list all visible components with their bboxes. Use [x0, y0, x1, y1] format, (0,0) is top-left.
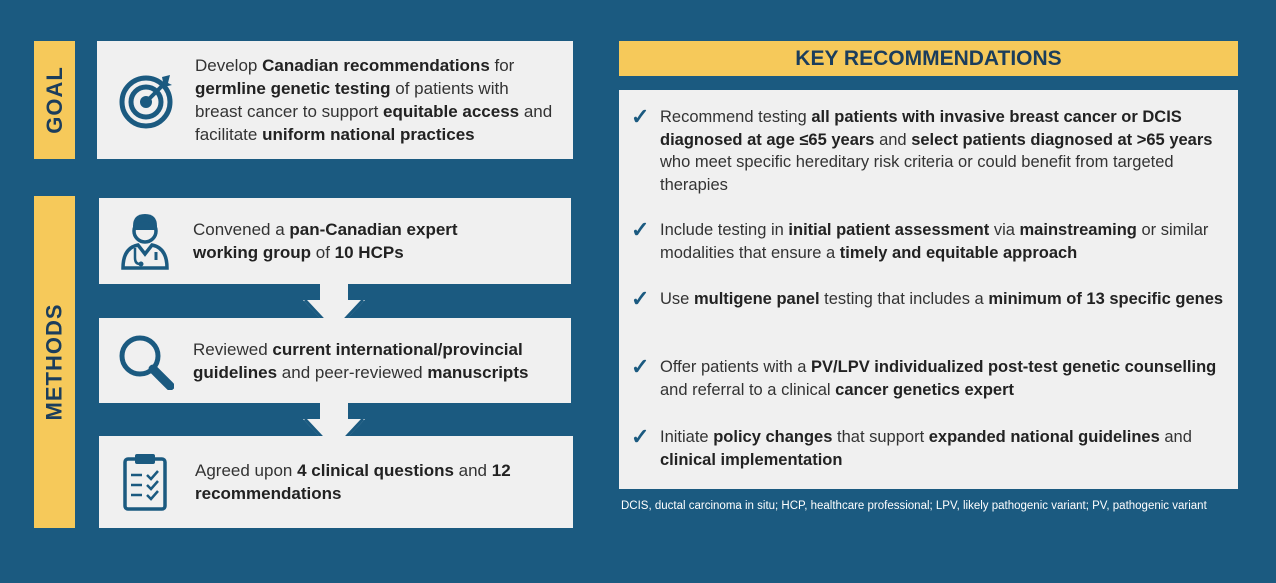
target-icon: [111, 71, 183, 129]
goal-text: Develop Canadian recommendations for germline genetic testing of patients with breast cancer to support equitable access and facilitate uniform national practices: [195, 56, 553, 144]
magnifier-icon: [109, 332, 181, 390]
recommendation-text: Use multigene panel testing that includes a minimum of 13 specific genes: [660, 290, 1224, 308]
method-step-3: [99, 436, 573, 528]
recommendation-text: Offer patients with a PV/LPV individualized post-test genetic counselling and referral to a clinical cancer genetics expert: [660, 358, 1217, 399]
check-icon: ✓: [631, 286, 650, 311]
recommendation-text: Recommend testing all patients with invasive breast cancer or DCIS diagnosed at age ≤65 years and select patients diagnosed at >65 years who meet specific hereditary risk criteria or could benefit from targeted therapies: [660, 108, 1213, 194]
method-step-2: [99, 318, 571, 403]
recommendation-text: Include testing in initial patient assessment via mainstreaming or similar modalities that ensure a timely and equitable approach: [660, 221, 1209, 262]
recommendation-text: Initiate policy changes that support expanded national guidelines and clinical implementation: [660, 428, 1192, 469]
check-icon: ✓: [631, 424, 650, 449]
clipboard-checklist-icon: [109, 453, 181, 511]
check-icon: ✓: [631, 104, 650, 129]
method-step-3-text: Agreed upon 4 clinical questions and 12 recommendations: [195, 461, 511, 503]
check-icon: ✓: [631, 354, 650, 379]
doctor-icon: [109, 212, 181, 270]
method-step-2-text: Reviewed current international/provincial guidelines and peer-reviewed manuscripts: [193, 339, 529, 382]
recommendation-item: [631, 356, 1224, 401]
goal-tab: [34, 41, 75, 159]
recommendation-item: [631, 426, 1224, 471]
key-recommendations-box: [619, 90, 1238, 489]
recommendation-item: [631, 219, 1224, 264]
methods-tab-label: METHODS: [41, 303, 67, 421]
method-step-1-text: Convened a pan-Canadian expert working group of 10 HCPs: [193, 220, 458, 262]
key-recommendations-title: KEY RECOMMENDATIONS: [619, 41, 1238, 76]
goal-card: [97, 41, 573, 159]
recommendation-item: [631, 106, 1224, 196]
method-step-1: [99, 198, 571, 284]
check-icon: ✓: [631, 217, 650, 242]
footnote: DCIS, ductal carcinoma in situ; HCP, healthcare professional; LPV, likely pathogenic variant; PV, pathogenic variant: [621, 500, 1207, 512]
methods-tab: [34, 196, 75, 528]
recommendation-item: [631, 288, 1224, 311]
goal-tab-label: GOAL: [41, 66, 67, 134]
